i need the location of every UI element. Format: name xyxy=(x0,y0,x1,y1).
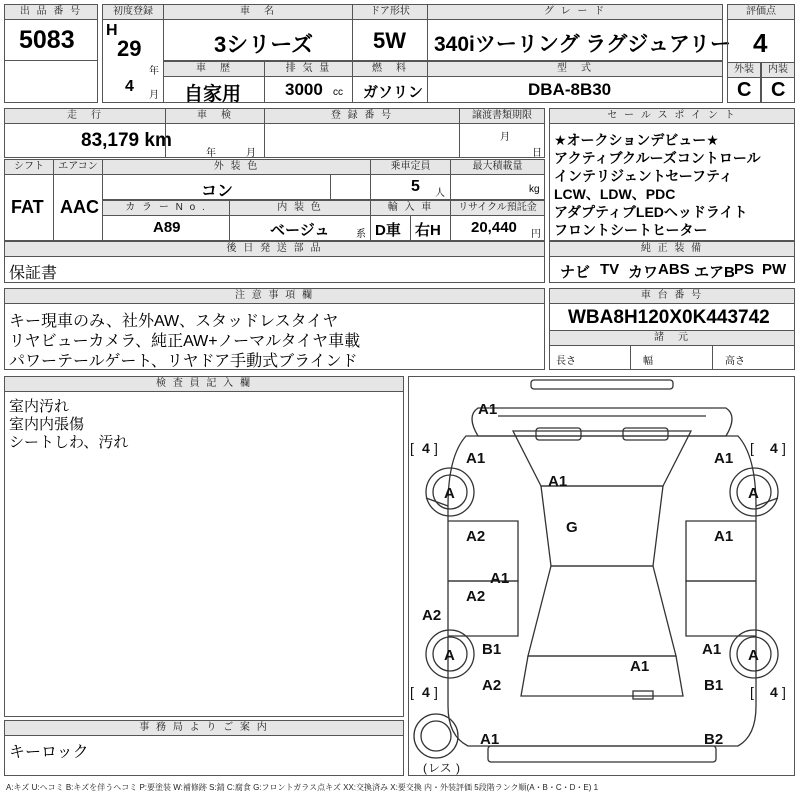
shift-cell xyxy=(4,174,54,241)
color-cell xyxy=(102,174,331,200)
height-label: 高さ xyxy=(725,356,745,367)
handle-cell xyxy=(410,215,451,241)
svg-text:[: [ xyxy=(750,440,754,456)
damage-mark: B1 xyxy=(704,677,724,694)
interior-score: C xyxy=(771,79,786,101)
tire-letter: A xyxy=(748,485,759,502)
note-line: リヤビューカメラ、純正AW+ノーマルタイヤ車載 xyxy=(9,333,361,350)
damage-diagram xyxy=(408,376,795,776)
transfer-month: 月 xyxy=(500,132,510,143)
capacity: 5 xyxy=(411,178,420,195)
svg-text:]: ] xyxy=(434,440,438,456)
damage-mark: A1 xyxy=(714,528,734,545)
sales-point-line: アダプティブLEDヘッドライト xyxy=(554,204,748,220)
model-cell xyxy=(427,76,723,103)
damage-mark: A1 xyxy=(702,641,722,658)
month-unit: 月 xyxy=(149,90,159,101)
equipment-label: 純 正 装 備 xyxy=(549,241,795,257)
svg-text:): ) xyxy=(456,761,460,775)
length-label: 長さ xyxy=(556,356,576,367)
ac-label: エアコン xyxy=(53,159,103,175)
equipment-item: PS xyxy=(734,261,755,278)
reg-month: 4 xyxy=(125,78,134,95)
reg-no-cell xyxy=(264,123,460,158)
damage-mark: A1 xyxy=(478,401,498,418)
color-no-label: カ ラ ー N o . xyxy=(102,200,230,216)
damage-mark: A2 xyxy=(466,588,486,605)
color-extra-cell xyxy=(330,174,371,200)
note-line: キー現車のみ、社外AW、スタッドレスタイヤ xyxy=(9,313,339,330)
recycle-unit: 円 xyxy=(531,229,541,240)
door: 5W xyxy=(373,28,406,53)
car-name-label: 車 名 xyxy=(163,4,353,20)
damage-mark: A1 xyxy=(714,450,734,467)
lot-no-label: 出 品 番 号 xyxy=(4,4,98,20)
tread-depth: 4 xyxy=(422,440,430,456)
sales-point-line: フロントシートヒーター xyxy=(554,222,708,238)
damage-mark: A2 xyxy=(466,528,486,545)
score-cell xyxy=(727,19,795,63)
damage-mark: A2 xyxy=(482,677,502,694)
door-cell xyxy=(352,19,428,61)
tread-depth: 4 xyxy=(422,684,430,700)
model-label: 型 式 xyxy=(427,61,723,77)
tread-depth: 4 xyxy=(770,440,778,456)
displacement-cell xyxy=(264,76,353,103)
first-reg-cell xyxy=(102,19,164,103)
shift-label: シフト xyxy=(4,159,54,175)
spare-label: レス xyxy=(428,761,452,775)
lot-no-cell xyxy=(4,19,98,61)
office-label: 事 務 局 よ り ご 案 内 xyxy=(4,720,404,736)
chassis-label: 車 台 番 号 xyxy=(549,288,795,304)
equipment-item: カワ xyxy=(628,264,659,281)
damage-mark: A1 xyxy=(548,473,568,490)
chassis-cell xyxy=(549,303,795,331)
inspector-cell xyxy=(4,391,404,717)
score: 4 xyxy=(753,28,768,58)
grade-cell xyxy=(427,19,732,61)
interior-color-unit: 系 xyxy=(356,229,366,240)
sales-point-line: アクティブクルーズコントロール xyxy=(554,150,761,166)
capacity-cell xyxy=(370,174,451,200)
model: DBA-8B30 xyxy=(528,80,612,99)
equipment-item: TV xyxy=(600,261,620,278)
import-label: 輸 入 車 xyxy=(370,200,451,216)
inspector-line: 室内汚れ xyxy=(9,398,70,415)
displacement-unit: cc xyxy=(333,87,343,98)
height-cell xyxy=(712,345,795,370)
equipment-item: エアB xyxy=(694,264,735,281)
shift: FAT xyxy=(11,197,44,217)
damage-mark: A2 xyxy=(422,607,442,624)
reg-year: 29 xyxy=(117,36,142,61)
transfer-cell xyxy=(459,123,545,158)
equipment-cell xyxy=(549,256,795,283)
lot-no-blank xyxy=(4,60,98,103)
import-type: D車 xyxy=(375,222,401,239)
history: 自家用 xyxy=(184,84,242,105)
color-label: 外 装 色 xyxy=(102,159,371,175)
tread-depth: 4 xyxy=(770,684,778,700)
fuel: ガソリン xyxy=(363,84,424,101)
grade-label: グ レ ー ド xyxy=(427,4,723,20)
svg-text:(: ( xyxy=(423,761,427,775)
interior-color-label: 内 装 色 xyxy=(229,200,371,216)
office-cell xyxy=(4,735,404,776)
history-cell xyxy=(163,76,265,103)
interior-color-cell xyxy=(229,215,371,241)
inspection-year: 年 xyxy=(206,148,216,159)
damage-mark: B2 xyxy=(704,731,724,748)
transfer-label: 譲渡書類期限 xyxy=(459,108,545,124)
displacement-label: 排 気 量 xyxy=(264,61,353,77)
score-label: 評価点 xyxy=(727,4,795,20)
history-label: 車 歴 xyxy=(163,61,265,77)
import-type-cell xyxy=(370,215,411,241)
handle: 右H xyxy=(415,222,441,239)
dims-label: 諸 元 xyxy=(549,330,795,346)
recycle-label: リサイクル預託金 xyxy=(450,200,545,216)
svg-text:[: [ xyxy=(750,684,754,700)
capacity-label: 乗車定員 xyxy=(370,159,451,175)
later-parts-cell xyxy=(4,256,545,283)
load-label: 最大積載量 xyxy=(450,159,545,175)
damage-mark: G xyxy=(566,519,578,536)
interior-cell xyxy=(761,77,795,103)
tire-letter: A xyxy=(444,485,455,502)
inspection-month: 月 xyxy=(246,148,256,159)
era: H xyxy=(106,22,118,39)
mileage: 83,179 km xyxy=(81,130,172,151)
interior-color: ベージュ xyxy=(270,222,330,239)
damage-mark: A1 xyxy=(480,731,500,748)
sales-point-line: インテリジェントセーフティ xyxy=(554,168,733,184)
damage-mark: A1 xyxy=(466,450,486,467)
interior-label: 内装 xyxy=(761,62,795,78)
width-cell xyxy=(630,345,713,370)
sales-point-line: LCW、LDW、PDC xyxy=(554,186,676,202)
damage-mark: A1 xyxy=(630,658,650,675)
recycle-cell xyxy=(450,215,545,241)
svg-text:[: [ xyxy=(410,440,414,456)
recycle: 20,440 xyxy=(471,219,517,236)
ac: AAC xyxy=(60,197,99,217)
door-label: ドア形状 xyxy=(352,4,428,20)
mileage-cell xyxy=(4,123,172,158)
svg-text:]: ] xyxy=(782,440,786,456)
inspection-cell xyxy=(165,123,265,158)
sales-point-line: ★オークションデビュー★ xyxy=(554,132,719,148)
exterior-label: 外装 xyxy=(727,62,761,78)
notes-label: 注 意 事 項 欄 xyxy=(4,288,545,304)
legend: A:キズ U:ヘコミ B:キズを伴うヘコミ P:要塗装 W:補修跡 S:錆 C:腐食 G:フロントガラス点キズ XX:交換済み X:要交換 内・外装評価 5段階ランク順(A・B・C・D・E) 1 xyxy=(6,783,599,792)
mileage-label: 走 行 xyxy=(4,108,166,124)
exterior-score: C xyxy=(737,79,752,101)
grade: 340iツーリング ラグジュアリー xyxy=(434,33,732,56)
equipment-item: ABS xyxy=(658,261,690,278)
tire-letter: A xyxy=(444,647,455,664)
capacity-unit: 人 xyxy=(435,188,445,199)
fuel-label: 燃 料 xyxy=(352,61,428,77)
note-line: パワーテールゲート、リヤドア手動式ブラインド xyxy=(9,353,358,370)
car-name: 3シリーズ xyxy=(214,32,314,57)
color-no-cell xyxy=(102,215,230,241)
load-unit: kg xyxy=(529,184,540,195)
svg-text:]: ] xyxy=(782,684,786,700)
year-unit: 年 xyxy=(149,66,159,77)
inspector-label: 検 査 員 記 入 欄 xyxy=(4,376,404,392)
length-cell xyxy=(549,345,631,370)
sales-points-label: セ ー ル ス ポ イ ン ト xyxy=(549,108,795,124)
ac-cell xyxy=(53,174,103,241)
fuel-cell xyxy=(352,76,428,103)
sales-points-cell xyxy=(549,123,795,241)
office-text: キーロック xyxy=(9,744,89,761)
width-label: 幅 xyxy=(643,356,653,367)
exterior-cell xyxy=(727,77,761,103)
color-no: A89 xyxy=(153,219,181,236)
car-name-cell xyxy=(163,19,353,61)
inspector-line: シートしわ、汚れ xyxy=(9,434,129,451)
first-reg-label: 初度登録 xyxy=(102,4,164,20)
transfer-day: 日 xyxy=(532,148,542,159)
tire-letter: A xyxy=(748,647,759,664)
svg-text:[: [ xyxy=(410,684,414,700)
reg-no-label: 登 録 番 号 xyxy=(264,108,460,124)
damage-mark: A1 xyxy=(490,570,510,587)
inspection-label: 車 検 xyxy=(165,108,265,124)
equipment-item: PW xyxy=(762,261,787,278)
equipment-item: ナビ xyxy=(560,264,591,281)
inspector-line: 室内内張傷 xyxy=(9,416,85,433)
chassis-number: WBA8H120X0K443742 xyxy=(568,307,770,328)
later-parts: 保証書 xyxy=(9,265,58,282)
notes-cell xyxy=(4,303,545,370)
later-parts-label: 後 日 発 送 部 品 xyxy=(4,241,545,257)
load-cell xyxy=(450,174,545,200)
damage-mark: B1 xyxy=(482,641,502,658)
lot-no: 5083 xyxy=(19,26,75,54)
displacement: 3000 xyxy=(285,80,323,99)
color: コン xyxy=(201,183,234,200)
svg-text:]: ] xyxy=(434,684,438,700)
